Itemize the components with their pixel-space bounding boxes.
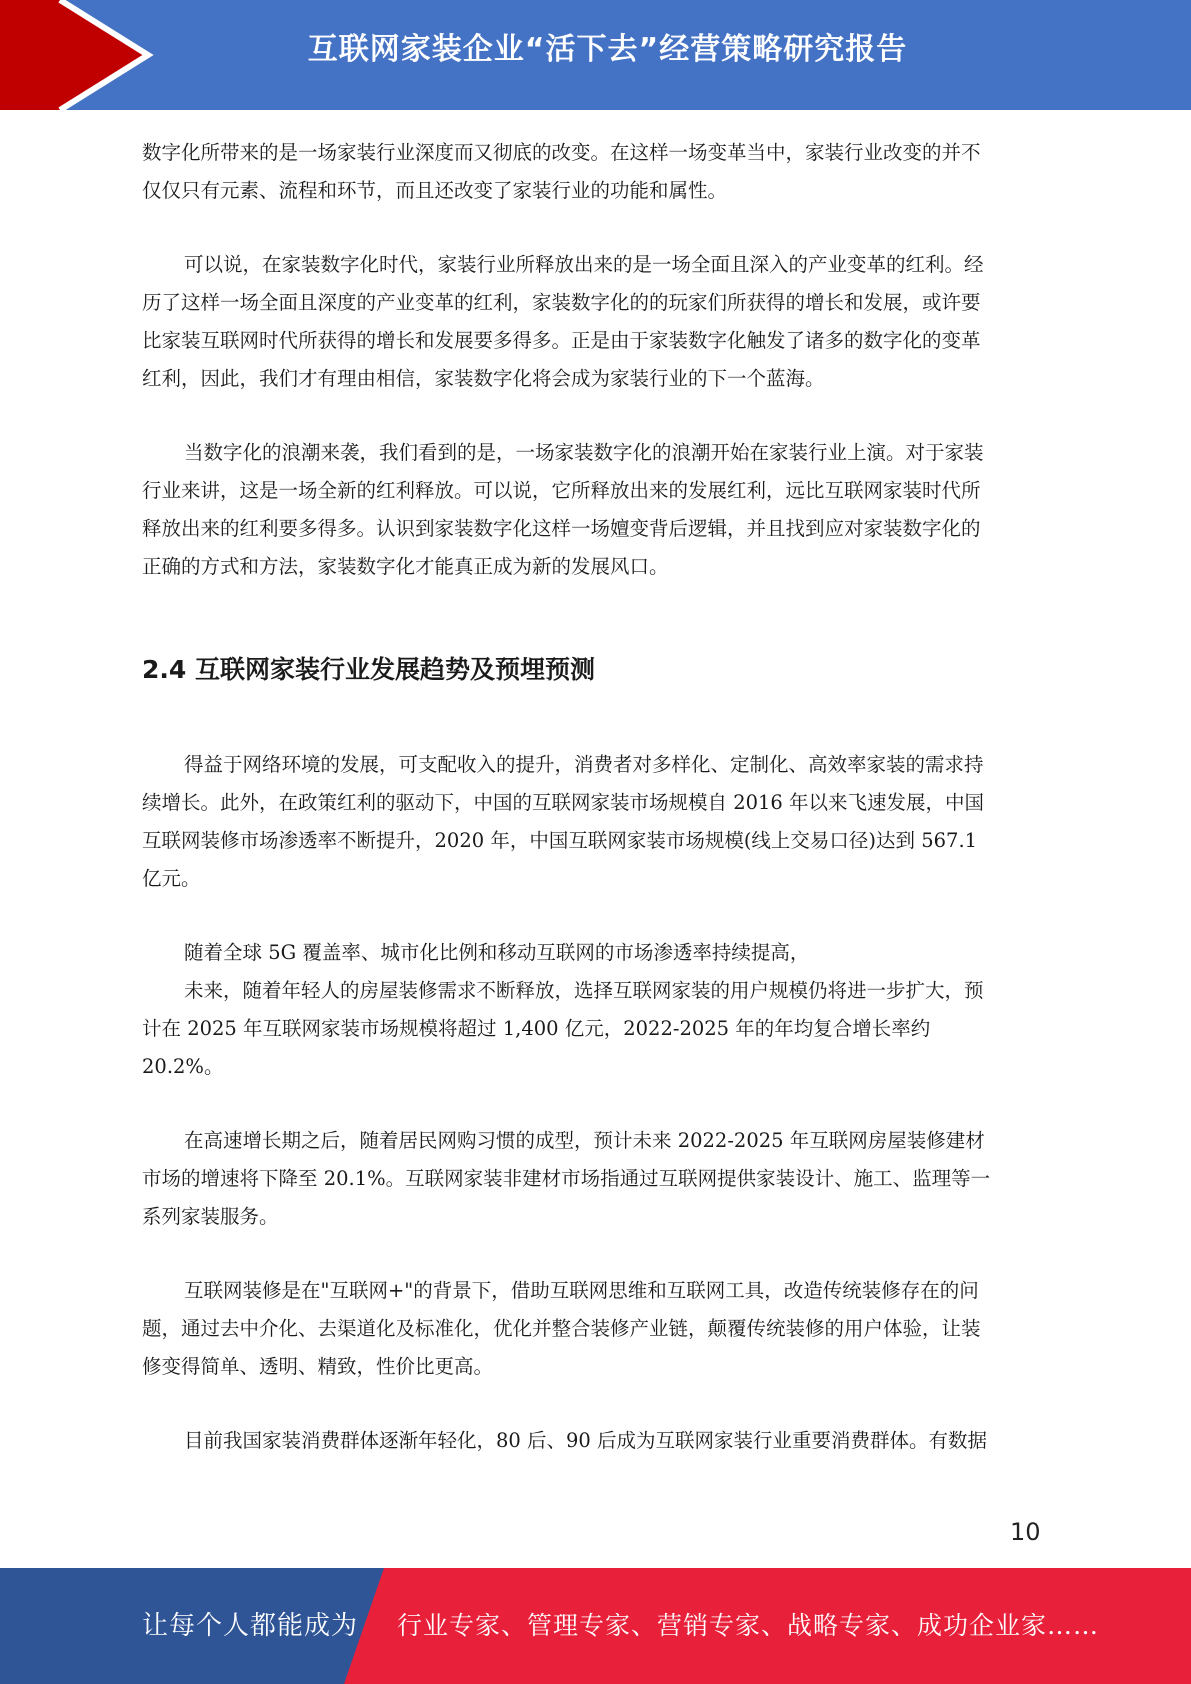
paragraph-line: 正确的方式和方法，家装数字化才能真正成为新的发展风口。 (142, 555, 669, 578)
paragraph-line: 系列家装服务。 (142, 1205, 279, 1228)
page-footer (0, 1568, 1191, 1684)
paragraph-7 (142, 1272, 1047, 1386)
paragraph-line: 历了这样一场全面且深度的产业变革的红利，家装数字化的的玩家们所获得的增长和发展，或许要 (142, 291, 981, 314)
paragraph-line: 20.2%。 (142, 1055, 224, 1078)
paragraph-line: 市场的增速将下降至 20.1%。互联网家装非建材市场指通过互联网提供家装设计、施工、监理等一 (142, 1167, 991, 1190)
paragraph-line: 未来，随着年轻人的房屋装修需求不断释放，选择互联网家装的用户规模仍将进一步扩大，预 (184, 979, 984, 1002)
paragraph-5 (142, 934, 1047, 1086)
page-header (0, 0, 1191, 110)
paragraph-line: 得益于网络环境的发展，可支配收入的提升，消费者对多样化、定制化、高效率家装的需求持 (184, 753, 984, 776)
paragraph-line: 续增长。此外，在政策红利的驱动下，中国的互联网家装市场规模自 2016 年以来飞速发展，中国 (142, 791, 985, 814)
paragraph-3 (142, 434, 1047, 586)
paragraph-line: 数字化所带来的是一场家装行业深度而又彻底的改变。在这样一场变革当中，家装行业改变的并不 (142, 141, 981, 164)
paragraph-1 (142, 134, 1047, 210)
page-content (142, 134, 1047, 1496)
paragraph-line: 修变得简单、透明、精致，性价比更高。 (142, 1355, 494, 1378)
paragraph-line: 在高速增长期之后，随着居民网购习惯的成型，预计未来 2022-2025 年互联网房屋装修建材 (184, 1129, 985, 1152)
paragraph-line: 可以说，在家装数字化时代，家装行业所释放出来的是一场全面且深入的产业变革的红利。经 (184, 253, 984, 276)
paragraph-4 (142, 746, 1047, 898)
paragraph-line: 释放出来的红利要多得多。认识到家装数字化这样一场嬗变背后逻辑，并且找到应对家装数字化的 (142, 517, 981, 540)
page-number: 10 (1010, 1518, 1041, 1546)
footer-slogan-left: 让每个人都能成为 (142, 1611, 359, 1641)
paragraph-line: 互联网装修是在"互联网+"的背景下，借助互联网思维和互联网工具，改造传统装修存在的问 (184, 1279, 979, 1302)
paragraph-line: 当数字化的浪潮来袭，我们看到的是，一场家装数字化的浪潮开始在家装行业上演。对于家装 (184, 441, 984, 464)
paragraph-line: 随着全球 5G 覆盖率、城市化比例和移动互联网的市场渗透率持续提高， (184, 941, 810, 964)
footer-slogan-right: 行业专家、管理专家、营销专家、战略专家、成功企业家…… (397, 1611, 1100, 1640)
paragraph-line: 题，通过去中介化、去渠道化及标准化，优化并整合装修产业链，颠覆传统装修的用户体验，让装 (142, 1317, 981, 1340)
section-heading: 2.4 互联网家装行业发展趋势及预埋预测 (142, 655, 595, 684)
paragraph-line: 比家装互联网时代所获得的增长和发展要多得多。正是由于家装数字化触发了诸多的数字化的变革 (142, 329, 981, 352)
document-title: 互联网家装企业“活下去”经营策略研究报告 (307, 32, 908, 67)
paragraph-line: 红利，因此，我们才有理由相信，家装数字化将会成为家装行业的下一个蓝海。 (142, 367, 825, 390)
paragraph-8 (142, 1422, 1047, 1460)
paragraph-line: 互联网装修市场渗透率不断提升，2020 年，中国互联网家装市场规模(线上交易口径)达到 567.1 (142, 829, 978, 852)
paragraph-6 (142, 1122, 1047, 1236)
paragraph-line: 行业来讲，这是一场全新的红利释放。可以说，它所释放出来的发展红利，远比互联网家装时代所 (142, 479, 981, 502)
paragraph-line: 仅仅只有元素、流程和环节，而且还改变了家装行业的功能和属性。 (142, 179, 728, 202)
paragraph-line: 计在 2025 年互联网家装市场规模将超过 1,400 亿元，2022-2025 年的年均复合增长率约 (142, 1017, 931, 1040)
paragraph-line: 目前我国家装消费群体逐渐年轻化，80 后、90 后成为互联网家装行业重要消费群体。有数据 (184, 1429, 988, 1452)
paragraph-line: 亿元。 (142, 867, 201, 890)
paragraph-2 (142, 246, 1047, 398)
